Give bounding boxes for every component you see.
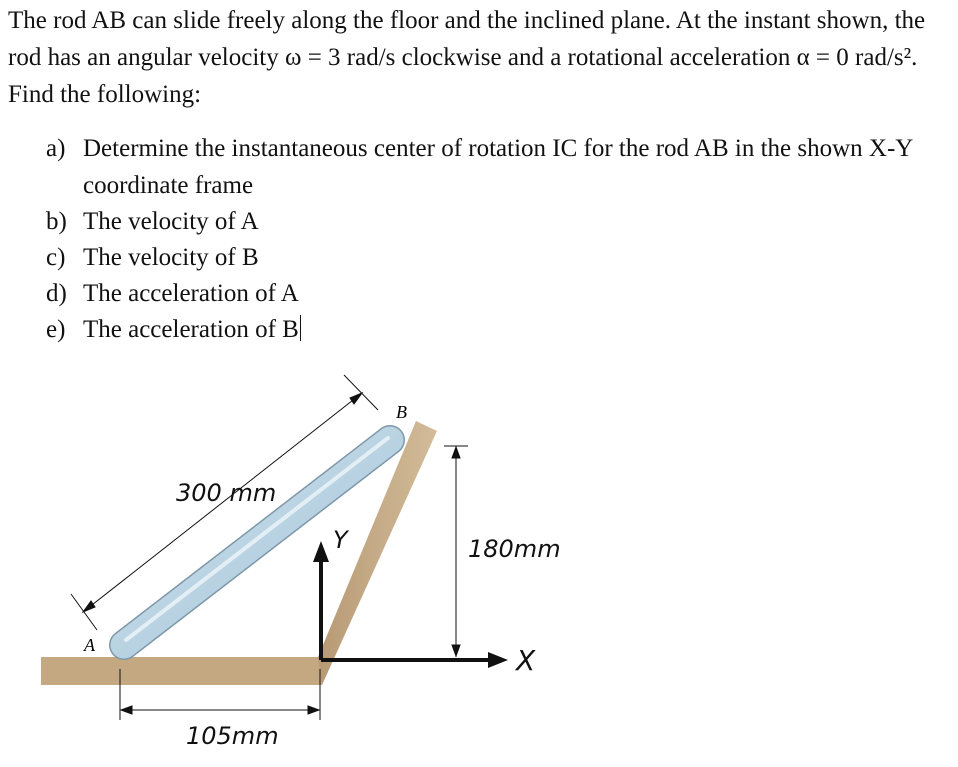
question-b-label: b) (46, 208, 67, 235)
question-a-label: a) (46, 135, 66, 162)
y-axis-arrow-icon (313, 541, 329, 562)
question-e-text: The acceleration of B (83, 316, 299, 343)
x-axis-arrow-icon (488, 652, 508, 668)
floor (41, 657, 322, 685)
question-c-label: c) (46, 244, 66, 271)
label-a: A (84, 635, 95, 655)
label-b: B (396, 402, 407, 422)
axis-x-label: X (516, 644, 536, 677)
question-d-label: d) (46, 280, 67, 307)
axis-y-label: Y (333, 526, 348, 554)
question-b-text: The velocity of A (83, 208, 259, 235)
question-d-text: The acceleration of A (83, 280, 299, 307)
dimension-base-label: 105mm (186, 722, 279, 750)
dimension-height-label: 180mm (468, 535, 561, 563)
question-e-label: e) (46, 316, 66, 343)
question-c-text: The velocity of B (83, 244, 259, 271)
problem-statement: The rod AB can slide freely along the floor and the inclined plane. At the instant shown, the rod has an angular velocity ω = 3 rad/s clockwise and a rotational acceleration α = 0 rad/s². Find the following: (8, 7, 926, 108)
question-a-text: Determine the instantaneous center of rotation IC for the rod AB in the shown X-Y coordinate frame (83, 135, 913, 199)
dimension-rod-label: 300 mm (176, 479, 277, 507)
dimension-height (444, 446, 468, 657)
